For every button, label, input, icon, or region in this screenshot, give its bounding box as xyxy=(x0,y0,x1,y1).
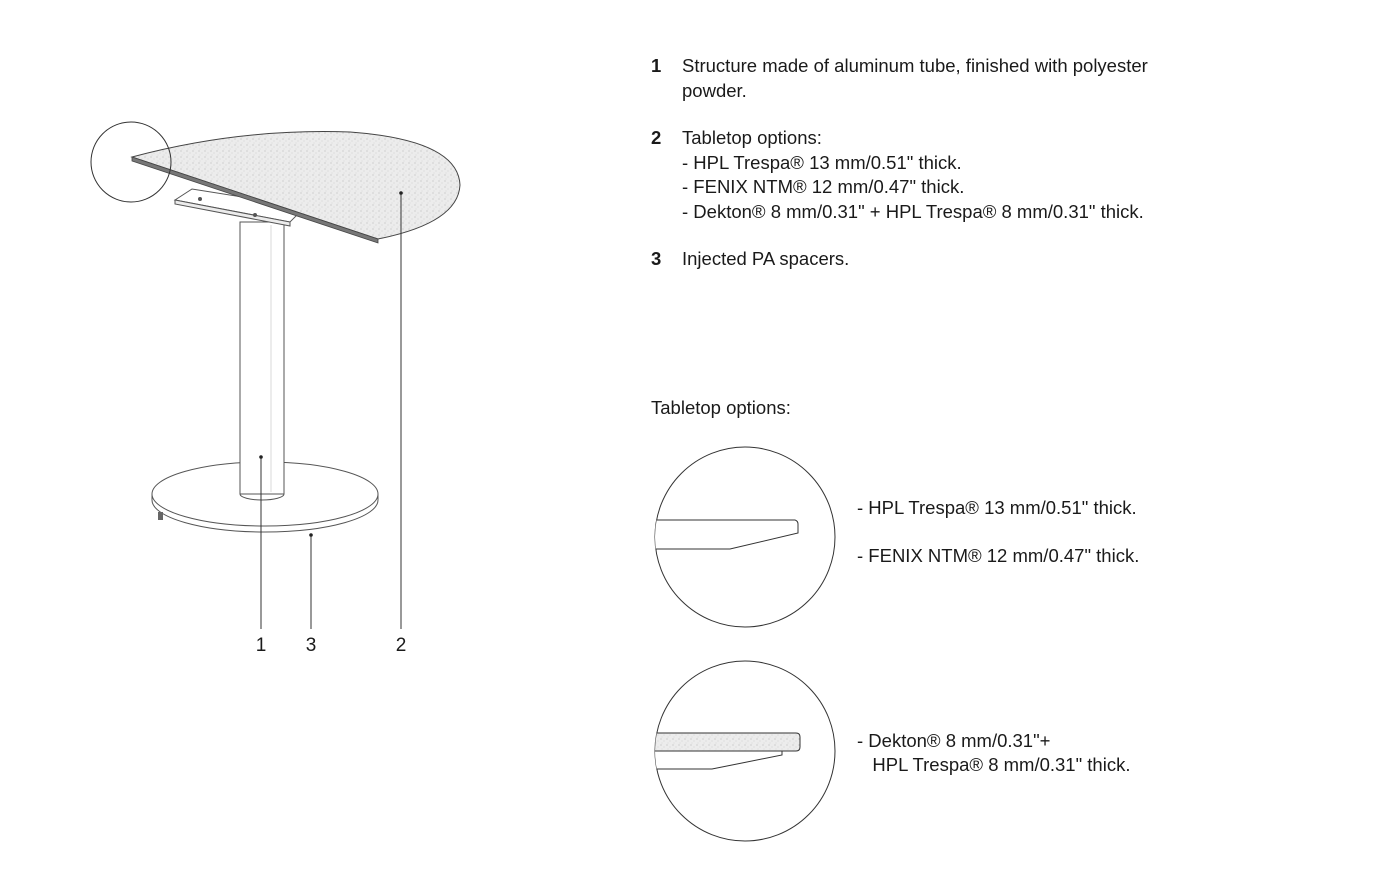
detail-b-section xyxy=(640,661,835,841)
callout-2: 2 xyxy=(395,635,407,656)
spec-text xyxy=(682,126,1271,224)
callout-3: 3 xyxy=(305,635,317,656)
spec-item-2 xyxy=(651,126,1271,224)
spec-line: powder. xyxy=(682,79,747,101)
spec-number: 2 xyxy=(651,127,662,148)
detail-a-section xyxy=(640,447,835,627)
callout-1: 1 xyxy=(255,635,267,656)
spec-text xyxy=(682,54,1271,103)
spec-list xyxy=(651,54,1271,295)
detail-a-line-1: - HPL Trespa® 13 mm/0.51" thick. xyxy=(857,497,1137,518)
detail-a-line-2: - FENIX NTM® 12 mm/0.47" thick. xyxy=(857,545,1140,566)
spec-line: - FENIX NTM® 12 mm/0.47" thick. xyxy=(682,176,965,197)
spec-text xyxy=(682,247,1271,272)
tabletop-options-heading: Tabletop options: xyxy=(651,397,791,418)
spec-number: 3 xyxy=(651,248,662,269)
spec-number: 1 xyxy=(651,55,662,76)
tabletop xyxy=(132,132,460,243)
spec-line: - Dekton® 8 mm/0.31" + HPL Trespa® 8 mm/0.31" thick. xyxy=(682,200,1144,222)
spec-line: Tabletop options: xyxy=(682,127,822,148)
spec-item-1 xyxy=(651,54,1271,103)
spec-item-3 xyxy=(651,247,1271,272)
detail-b-line-2: HPL Trespa® 8 mm/0.31" thick. xyxy=(857,754,1131,775)
spec-line: Injected PA spacers. xyxy=(682,248,850,269)
detail-b-line-1: - Dekton® 8 mm/0.31"+ xyxy=(857,730,1051,751)
spec-line: - HPL Trespa® 13 mm/0.51" thick. xyxy=(682,151,962,173)
spec-line: Structure made of aluminum tube, finished with polyester xyxy=(682,55,1148,76)
